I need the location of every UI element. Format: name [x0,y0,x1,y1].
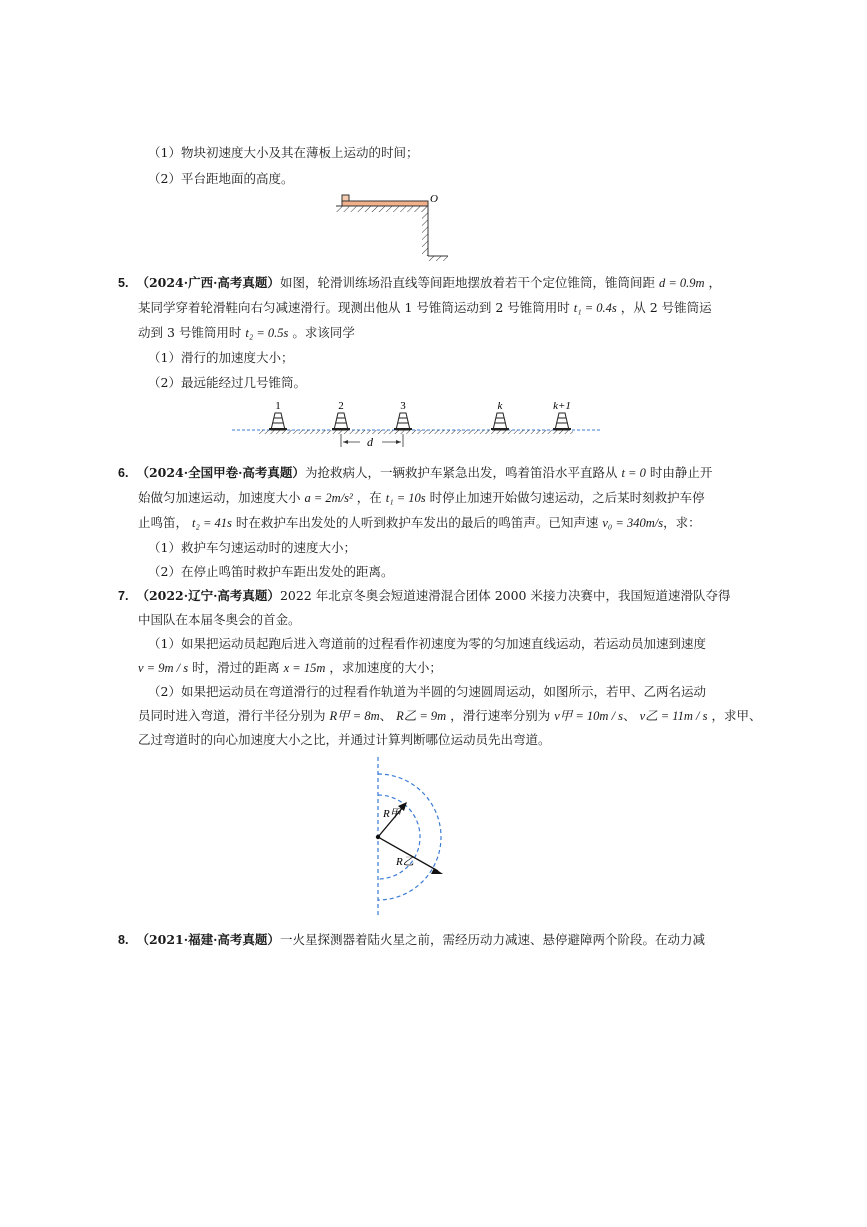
problem-7-q2-line-1: （2）如果把运动员在弯道滑行的过程看作轨道为半圆的匀速圆周运动，如图所示，若甲、乙两名运动 [148,684,706,699]
point-o-label: O [430,193,438,205]
platform-surface [336,206,428,212]
problem-6-source: （2024·全国甲卷·高考真题） [136,465,305,480]
problem-7-q1-line-2: v = 9m / s 时，滑过的距离 x = 15m ，求加速度的大小； [138,660,442,675]
cone-spacing-value: d = 0.9m [658,276,705,290]
sound-speed-value: v₀ = 340m/s [602,516,664,530]
cone-4 [491,400,509,430]
cone-label-1: 1 [275,400,281,412]
ground [428,256,448,261]
time-t2-value: t₂ = 0.5s [245,326,289,340]
time-t1-value: t₁ = 0.4s [573,301,617,315]
spacing-label: d [367,435,373,449]
thin-board [342,201,428,206]
question-2-text: （2）平台距地面的高度。 [148,171,294,186]
problem-7-line-1: 7. （2022·辽宁·高考真题）2022 年北京冬奥会短道速滑混合团体 2000 米接力决赛中，我国短道速滑队夺得 [118,588,731,603]
cone-1 [269,400,287,430]
cone-label-4: k [497,400,503,412]
cone-label-2: 2 [338,400,344,412]
problem-6-line-1: 6. （2024·全国甲卷·高考真题）为抢救病人，一辆救护车紧急出发，鸣着笛沿水平直路从 t = 0 时由静止开 [118,465,713,480]
problem-5-q2: （2）最远能经过几号锥筒。 [148,375,306,390]
problem-7-line-2: 中国队在本届冬奥会的首金。 [138,612,301,627]
cone-2 [332,400,350,430]
cone-3 [394,400,412,430]
outer-track [378,774,441,900]
spacing-dimension [341,434,403,449]
problem-6-number: 6. [118,466,129,480]
problem-7-source: （2022·辽宁·高考真题） [136,588,280,603]
problem-5-line-2: 某同学穿着轮滑鞋向右匀减速滑行。现测出他从 1 号锥筒运动到 2 号锥筒用时 t₁ = 0.4s ，从 2 号锥筒运 [138,300,712,315]
track-figure [368,755,468,920]
radius-jia-label: R甲 [383,808,401,820]
problem-8-line-1: 8. （2021·福建·高考真题）一火星探测器着陆火星之前，需经历动力减速、悬停避障两个阶段。在动力减 [118,932,705,947]
cone-5 [553,400,571,430]
problem-7-number: 7. [118,589,129,603]
problem-5-source: （2024·广西·高考真题） [136,275,280,290]
problem-6-q2: （2）在停止鸣笛时救护车距出发处的距离。 [148,564,394,579]
question-1-text: （1）物块初速度大小及其在薄板上运动的时间； [148,145,419,160]
problem-5-number: 5. [118,276,129,290]
platform-figure [330,190,450,262]
problem-7-q2-line-3: 乙过弯道时的向心加速度大小之比，并通过计算判断哪位运动员先出弯道。 [138,732,551,747]
problem-5-line-1: 5. （2024·广西·高考真题）如图，轮滑训练场沿直线等间距地摆放着若干个定位锥筒，锥筒间距 d = 0.9m ， [118,275,722,290]
problem-5-line-3: 动到 3 号锥筒用时 t₂ = 0.5s 。求该同学 [138,325,355,340]
problem-6-q1: （1）救护车匀速运动时的速度大小； [148,540,356,555]
cliff-wall [422,212,428,256]
cone-label-3: 3 [400,400,406,412]
problem-7-q2-line-2: 员同时进入弯道，滑行半径分别为 R甲 = 8m、 R乙 = 9m ，滑行速率分别为 v甲 = 10m / s、 v乙 = 11m / s ，求甲、 [138,708,762,723]
problem-6-line-2: 始做匀加速运动，加速度大小 a = 2m/s² ，在 t₁ = 10s 时停止加速开始做匀速运动，之后某时刻救护车停 [138,490,705,505]
problem-7-q1-line-1: （1）如果把运动员起跑后进入弯道前的过程看作初速度为零的匀加速直线运动，若运动员加速到速度 [148,636,706,651]
block [342,195,349,201]
problem-5-q1: （1）滑行的加速度大小； [148,350,294,365]
radius-yi-label: R乙 [396,856,414,868]
cones-figure [230,395,605,450]
problem-8-number: 8. [118,933,129,947]
problem-8-source: （2021·福建·高考真题） [136,932,280,947]
cone-label-5: k+1 [553,400,571,412]
problem-6-line-3: 止鸣笛， t₂ = 41s 时在救护车出发处的人听到救护车发出的最后的鸣笛声。已知声速 v₀ = 340m/s，求： [138,515,701,530]
acceleration-value: a = 2m/s² [304,491,353,505]
